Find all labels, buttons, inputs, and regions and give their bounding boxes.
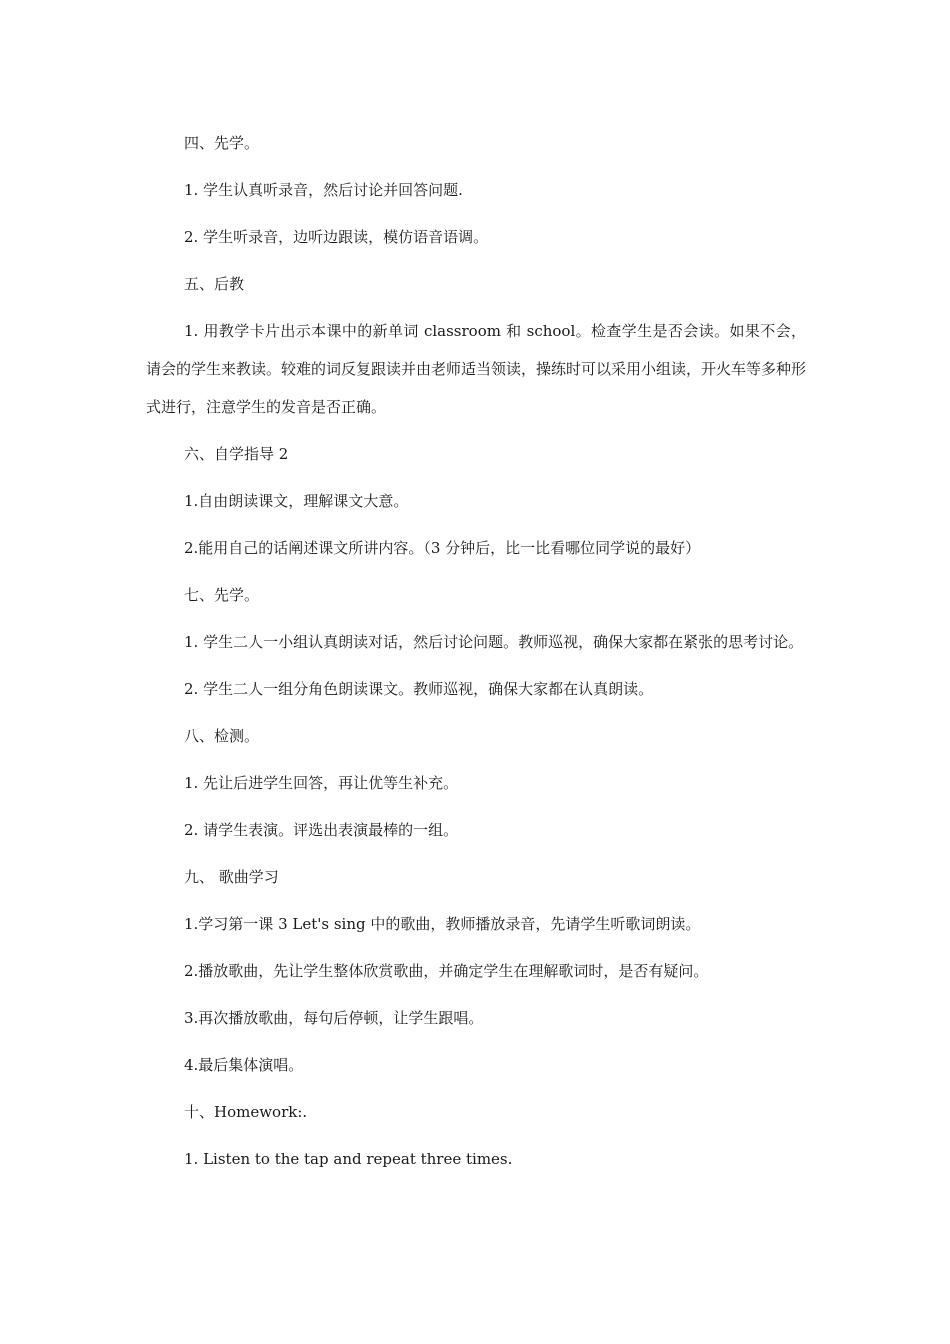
section-heading-10: 十、Homework:. (184, 1103, 308, 1121)
document-body (146, 124, 806, 1187)
paragraph: 2. 请学生表演。评选出表演最棒的一组。 (184, 821, 459, 839)
paragraph: 1. 学生二人一小组认真朗读对话，然后讨论问题。教师巡视，确保大家都在紧张的思考讨论。 (184, 633, 804, 651)
section-heading-8: 八、检测。 (184, 727, 260, 745)
paragraph: 1. 学生认真听录音，然后讨论并回答问题. (184, 181, 463, 199)
paragraph: 1.学习第一课 3 Let's sing 中的歌曲，教师播放录音，先请学生听歌词朗读。 (184, 915, 701, 933)
section-heading-4: 四、先学。 (184, 134, 260, 152)
paragraph: 1. 先让后进学生回答，再让优等生补充。 (184, 774, 459, 792)
paragraph: 2.能用自己的话阐述课文所讲内容。（3 分钟后，比一比看哪位同学说的最好） (184, 539, 701, 557)
paragraph: 3.再次播放歌曲，每句后停顿，让学生跟唱。 (184, 1009, 484, 1027)
paragraph: 2. 学生二人一组分角色朗读课文。教师巡视，确保大家都在认真朗读。 (184, 680, 654, 698)
paragraph: 2. 学生听录音，边听边跟读，模仿语音语调。 (184, 228, 489, 246)
section-heading-5: 五、后教 (184, 275, 245, 293)
paragraph: 2.播放歌曲，先让学生整体欣赏歌曲，并确定学生在理解歌词时，是否有疑问。 (184, 962, 709, 980)
paragraph: 1. 用教学卡片出示本课中的新单词 classroom 和 school。检查学生是否会读。如果不会，请会的学生来教读。较难的词反复跟读并由老师适当领读，操练时可以采用小组读，开火车等多种形式进行，注意学生的发音是否正确。 (146, 322, 807, 416)
paragraph: 1. Listen to the tap and repeat three times. (184, 1150, 513, 1168)
section-heading-7: 七、先学。 (184, 586, 260, 604)
paragraph: 4.最后集体演唱。 (184, 1056, 304, 1074)
section-heading-9: 九、 歌曲学习 (184, 868, 279, 886)
paragraph: 1.自由朗读课文，理解课文大意。 (184, 492, 409, 510)
section-heading-6: 六、自学指导 2 (184, 445, 289, 463)
